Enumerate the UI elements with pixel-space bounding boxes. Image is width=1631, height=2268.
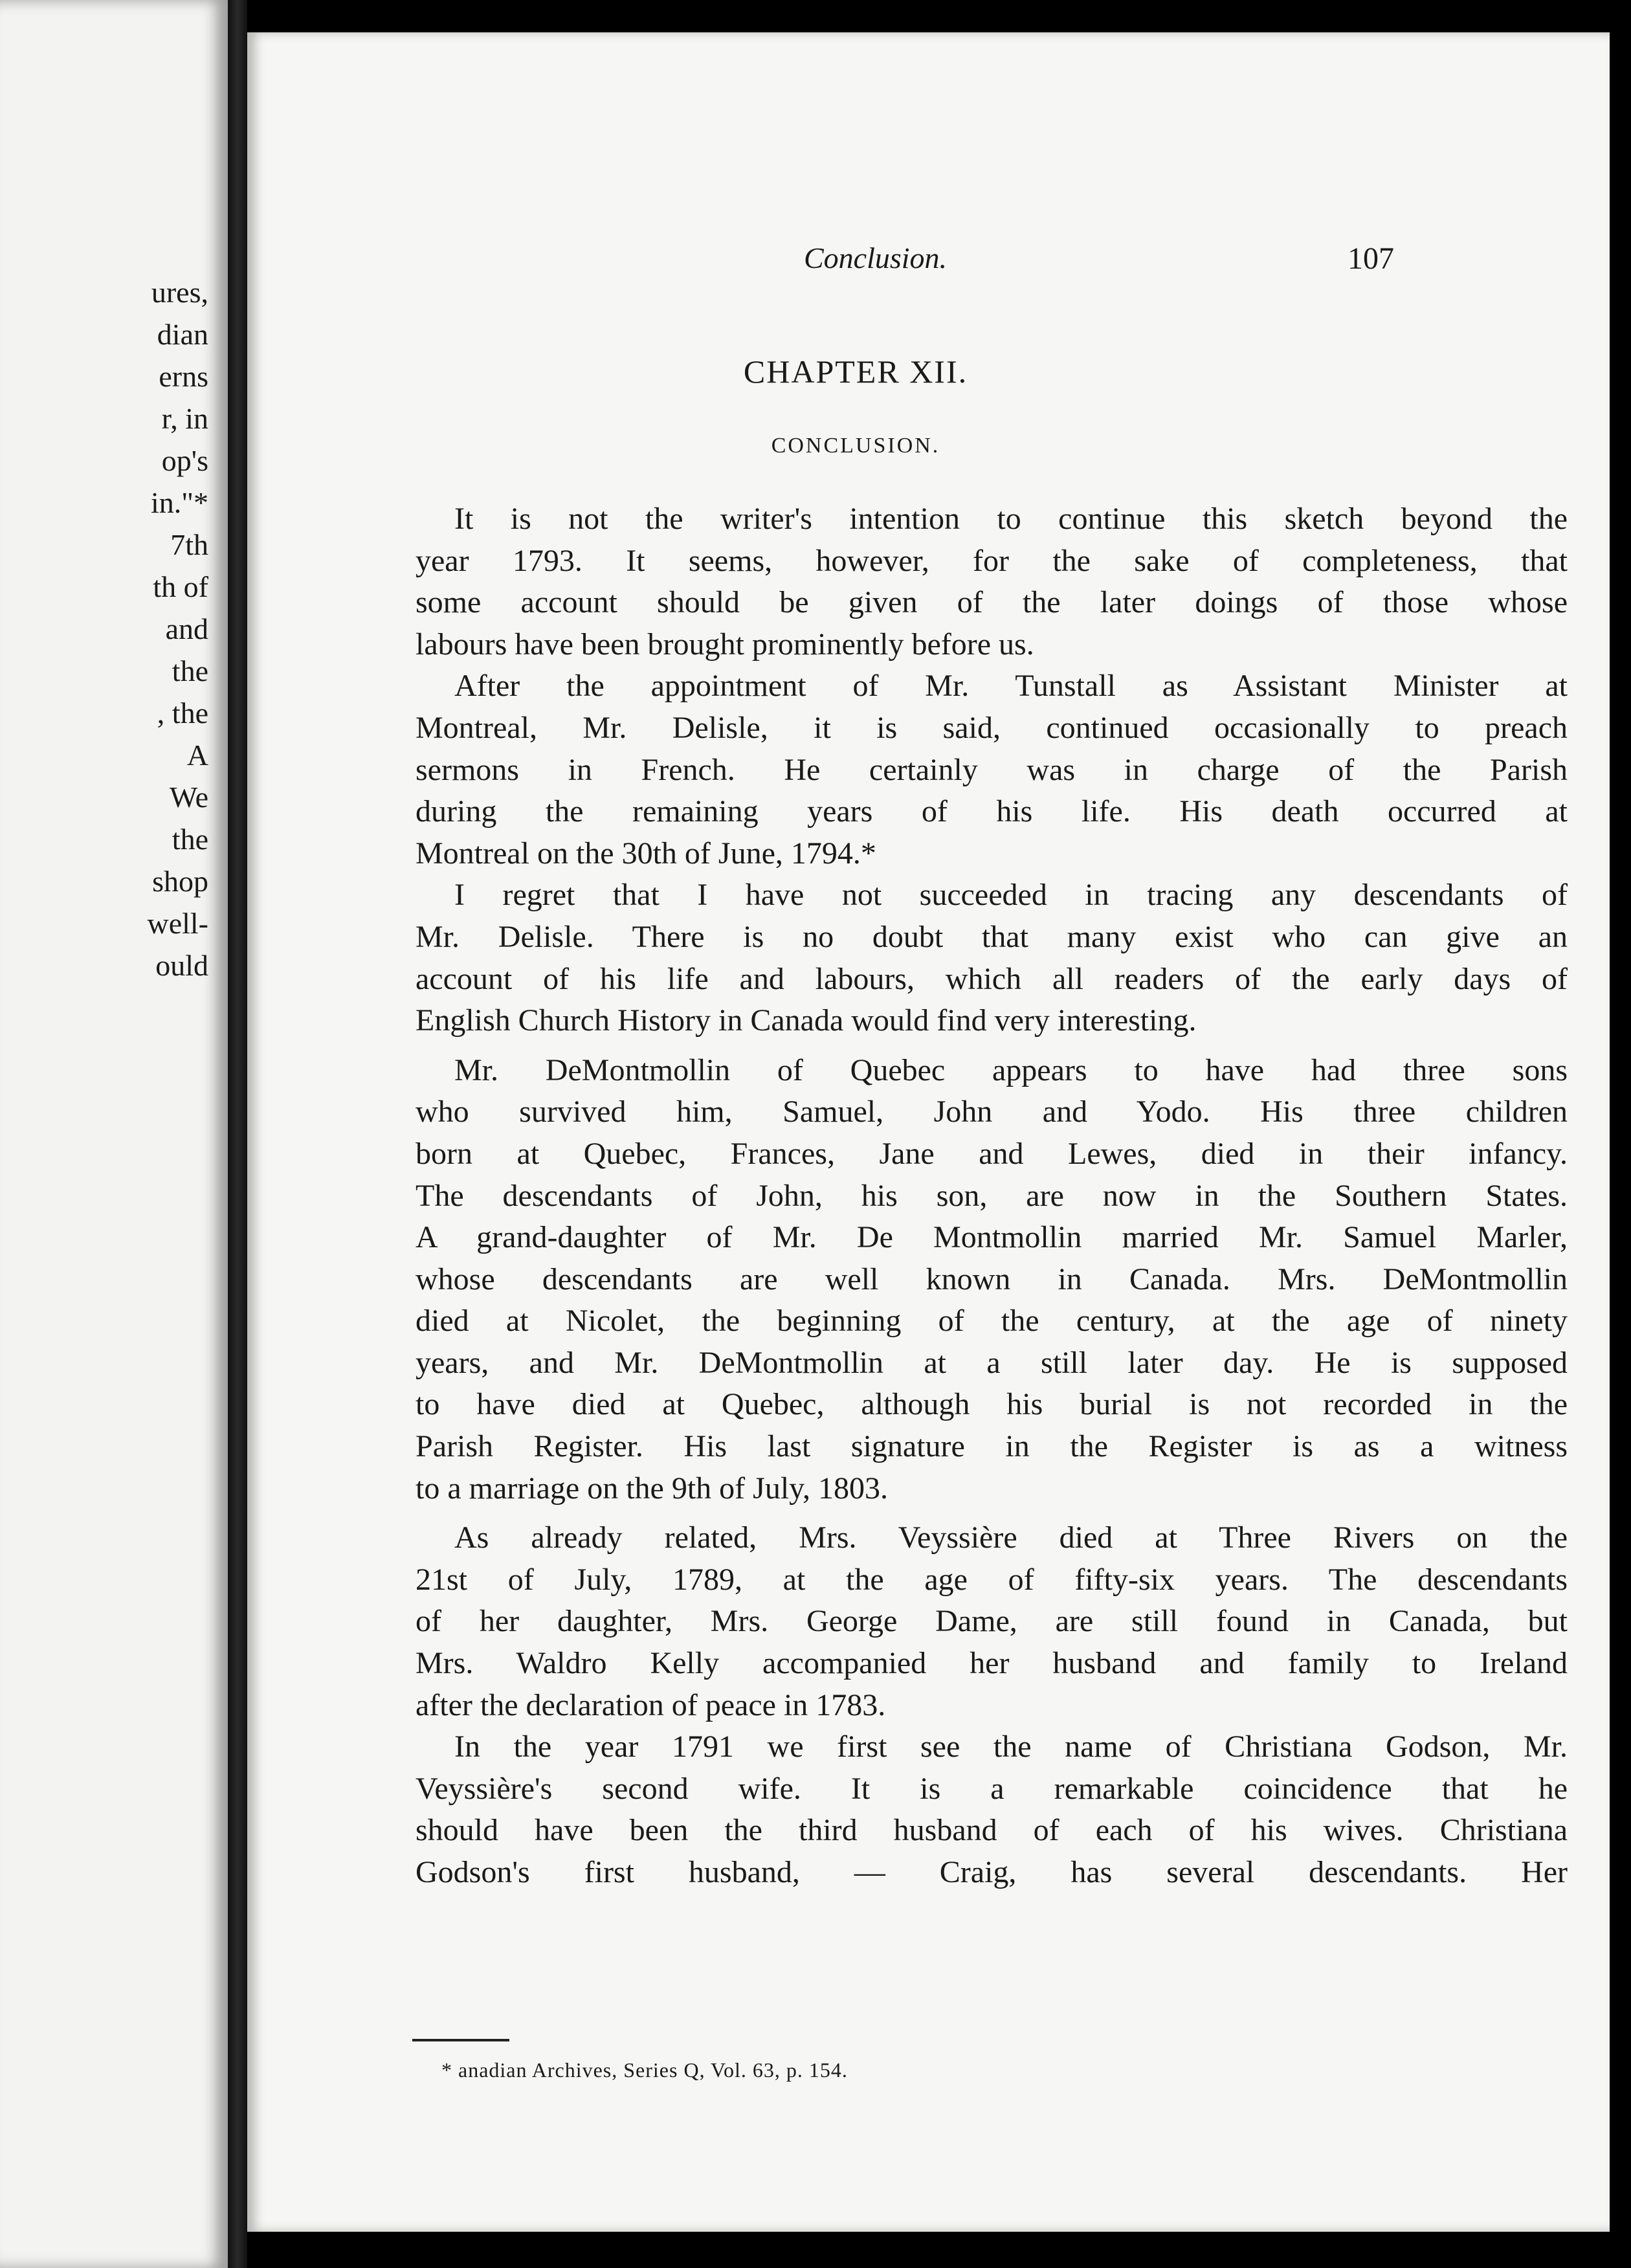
left-page-line: and bbox=[165, 612, 208, 645]
text-line: I regret that I have not succeeded in tracing any descendants of bbox=[454, 878, 1568, 913]
left-page-line: th of bbox=[153, 570, 208, 603]
left-page-line: , the bbox=[157, 696, 208, 729]
running-title: Conclusion. bbox=[804, 241, 948, 274]
text-line: It is not the writer's intention to continue this sketch beyond the bbox=[454, 502, 1568, 536]
text-line: should have been the third husband of each of his wives. Christiana bbox=[416, 1813, 1568, 1848]
text-line: to have died at Quebec, although his burial is not recorded in the bbox=[416, 1387, 1568, 1422]
text-line: Montreal, Mr. Delisle, it is said, continued occasionally to preach bbox=[416, 710, 1568, 745]
text-line: during the remaining years of his life. His death occurred at bbox=[416, 794, 1568, 829]
left-page-line: the bbox=[172, 654, 208, 687]
left-page-line: erns bbox=[159, 360, 208, 393]
left-page-line: r, in bbox=[161, 402, 208, 435]
left-page-line: 7th bbox=[170, 528, 208, 561]
text-line: some account should be given of the later doings of those whose bbox=[416, 585, 1568, 620]
text-line: Godson's first husband, — Craig, has several descendants. Her bbox=[416, 1855, 1568, 1889]
text-line: died at Nicolet, the beginning of the century, at the age of ninety bbox=[416, 1304, 1568, 1339]
text-line: In the year 1791 we first see the name of Christiana Godson, Mr. bbox=[454, 1729, 1568, 1764]
left-page-line: in."* bbox=[150, 486, 208, 519]
left-page-line: ould bbox=[155, 949, 208, 982]
left-page-line: the bbox=[172, 823, 208, 856]
chapter-subtitle: CONCLUSION. bbox=[771, 434, 940, 458]
footnote: * anadian Archives, Series Q, Vol. 63, p. 154. bbox=[441, 2058, 848, 2082]
left-page-line: dian bbox=[157, 318, 208, 351]
running-head bbox=[247, 227, 1610, 278]
text-line: born at Quebec, Frances, Jane and Lewes, died in their infancy. bbox=[416, 1136, 1568, 1171]
footnote-rule bbox=[412, 2039, 509, 2041]
text-line: whose descendants are well known in Canada. Mrs. DeMontmollin bbox=[416, 1262, 1568, 1296]
text-line: years, and Mr. DeMontmollin at a still later day. He is supposed bbox=[416, 1345, 1568, 1380]
text-line: The descendants of John, his son, are now in the Southern States. bbox=[416, 1178, 1568, 1213]
left-page-line: ures, bbox=[151, 276, 208, 309]
text-line: account of his life and labours, which all readers of the early days of bbox=[416, 961, 1568, 996]
text-line: 21st of July, 1789, at the age of fifty-six years. The descendants bbox=[416, 1562, 1568, 1597]
scan-border-bottom bbox=[247, 2232, 1610, 2268]
main-page bbox=[247, 32, 1610, 2232]
left-page-line: op's bbox=[161, 444, 208, 477]
text-line: year 1793. It seems, however, for the sake of completeness, that bbox=[416, 543, 1568, 578]
text-line: Mr. Delisle. There is no doubt that many exist who can give an bbox=[416, 919, 1568, 954]
text-line: Veyssière's second wife. It is a remarkable coincidence that he bbox=[416, 1771, 1568, 1806]
body-text bbox=[416, 498, 1568, 1894]
text-line: labours have been brought prominently before us. bbox=[416, 627, 1034, 662]
scan-border-top bbox=[247, 0, 1610, 32]
text-line: A grand-daughter of Mr. De Montmollin married Mr. Samuel Marler, bbox=[416, 1220, 1568, 1255]
text-line: sermons in French. He certainly was in charge of the Parish bbox=[416, 752, 1568, 787]
text-line: As already related, Mrs. Veyssière died at Three Rivers on the bbox=[454, 1520, 1568, 1555]
text-line: Montreal on the 30th of June, 1794.* bbox=[416, 836, 876, 871]
text-line: Parish Register. His last signature in the Register is as a witness bbox=[416, 1429, 1568, 1464]
chapter-title: CHAPTER XII. bbox=[743, 353, 968, 390]
text-line: Mr. DeMontmollin of Quebec appears to have had three sons bbox=[454, 1052, 1568, 1087]
text-line: Mrs. Waldro Kelly accompanied her husband and family to Ireland bbox=[416, 1646, 1568, 1681]
text-line: of her daughter, Mrs. George Dame, are still found in Canada, but bbox=[416, 1604, 1568, 1639]
text-line: after the declaration of peace in 1783. bbox=[416, 1687, 886, 1722]
left-page-line: A bbox=[186, 739, 208, 772]
book-gutter bbox=[228, 0, 247, 2268]
scan-border-right bbox=[1610, 0, 1631, 2268]
left-facing-page bbox=[0, 0, 228, 2268]
left-page-line: well- bbox=[147, 907, 208, 940]
left-page-line: We bbox=[169, 781, 208, 814]
text-line: to a marriage on the 9th of July, 1803. bbox=[416, 1471, 889, 1506]
text-line: English Church History in Canada would find very interesting. bbox=[416, 1003, 1197, 1038]
text-line: who survived him, Samuel, John and Yodo. His three children bbox=[416, 1095, 1568, 1129]
left-page-line: shop bbox=[152, 865, 208, 898]
text-line: After the appointment of Mr. Tunstall as Assistant Minister at bbox=[454, 669, 1568, 704]
page-number: 107 bbox=[1348, 241, 1394, 276]
